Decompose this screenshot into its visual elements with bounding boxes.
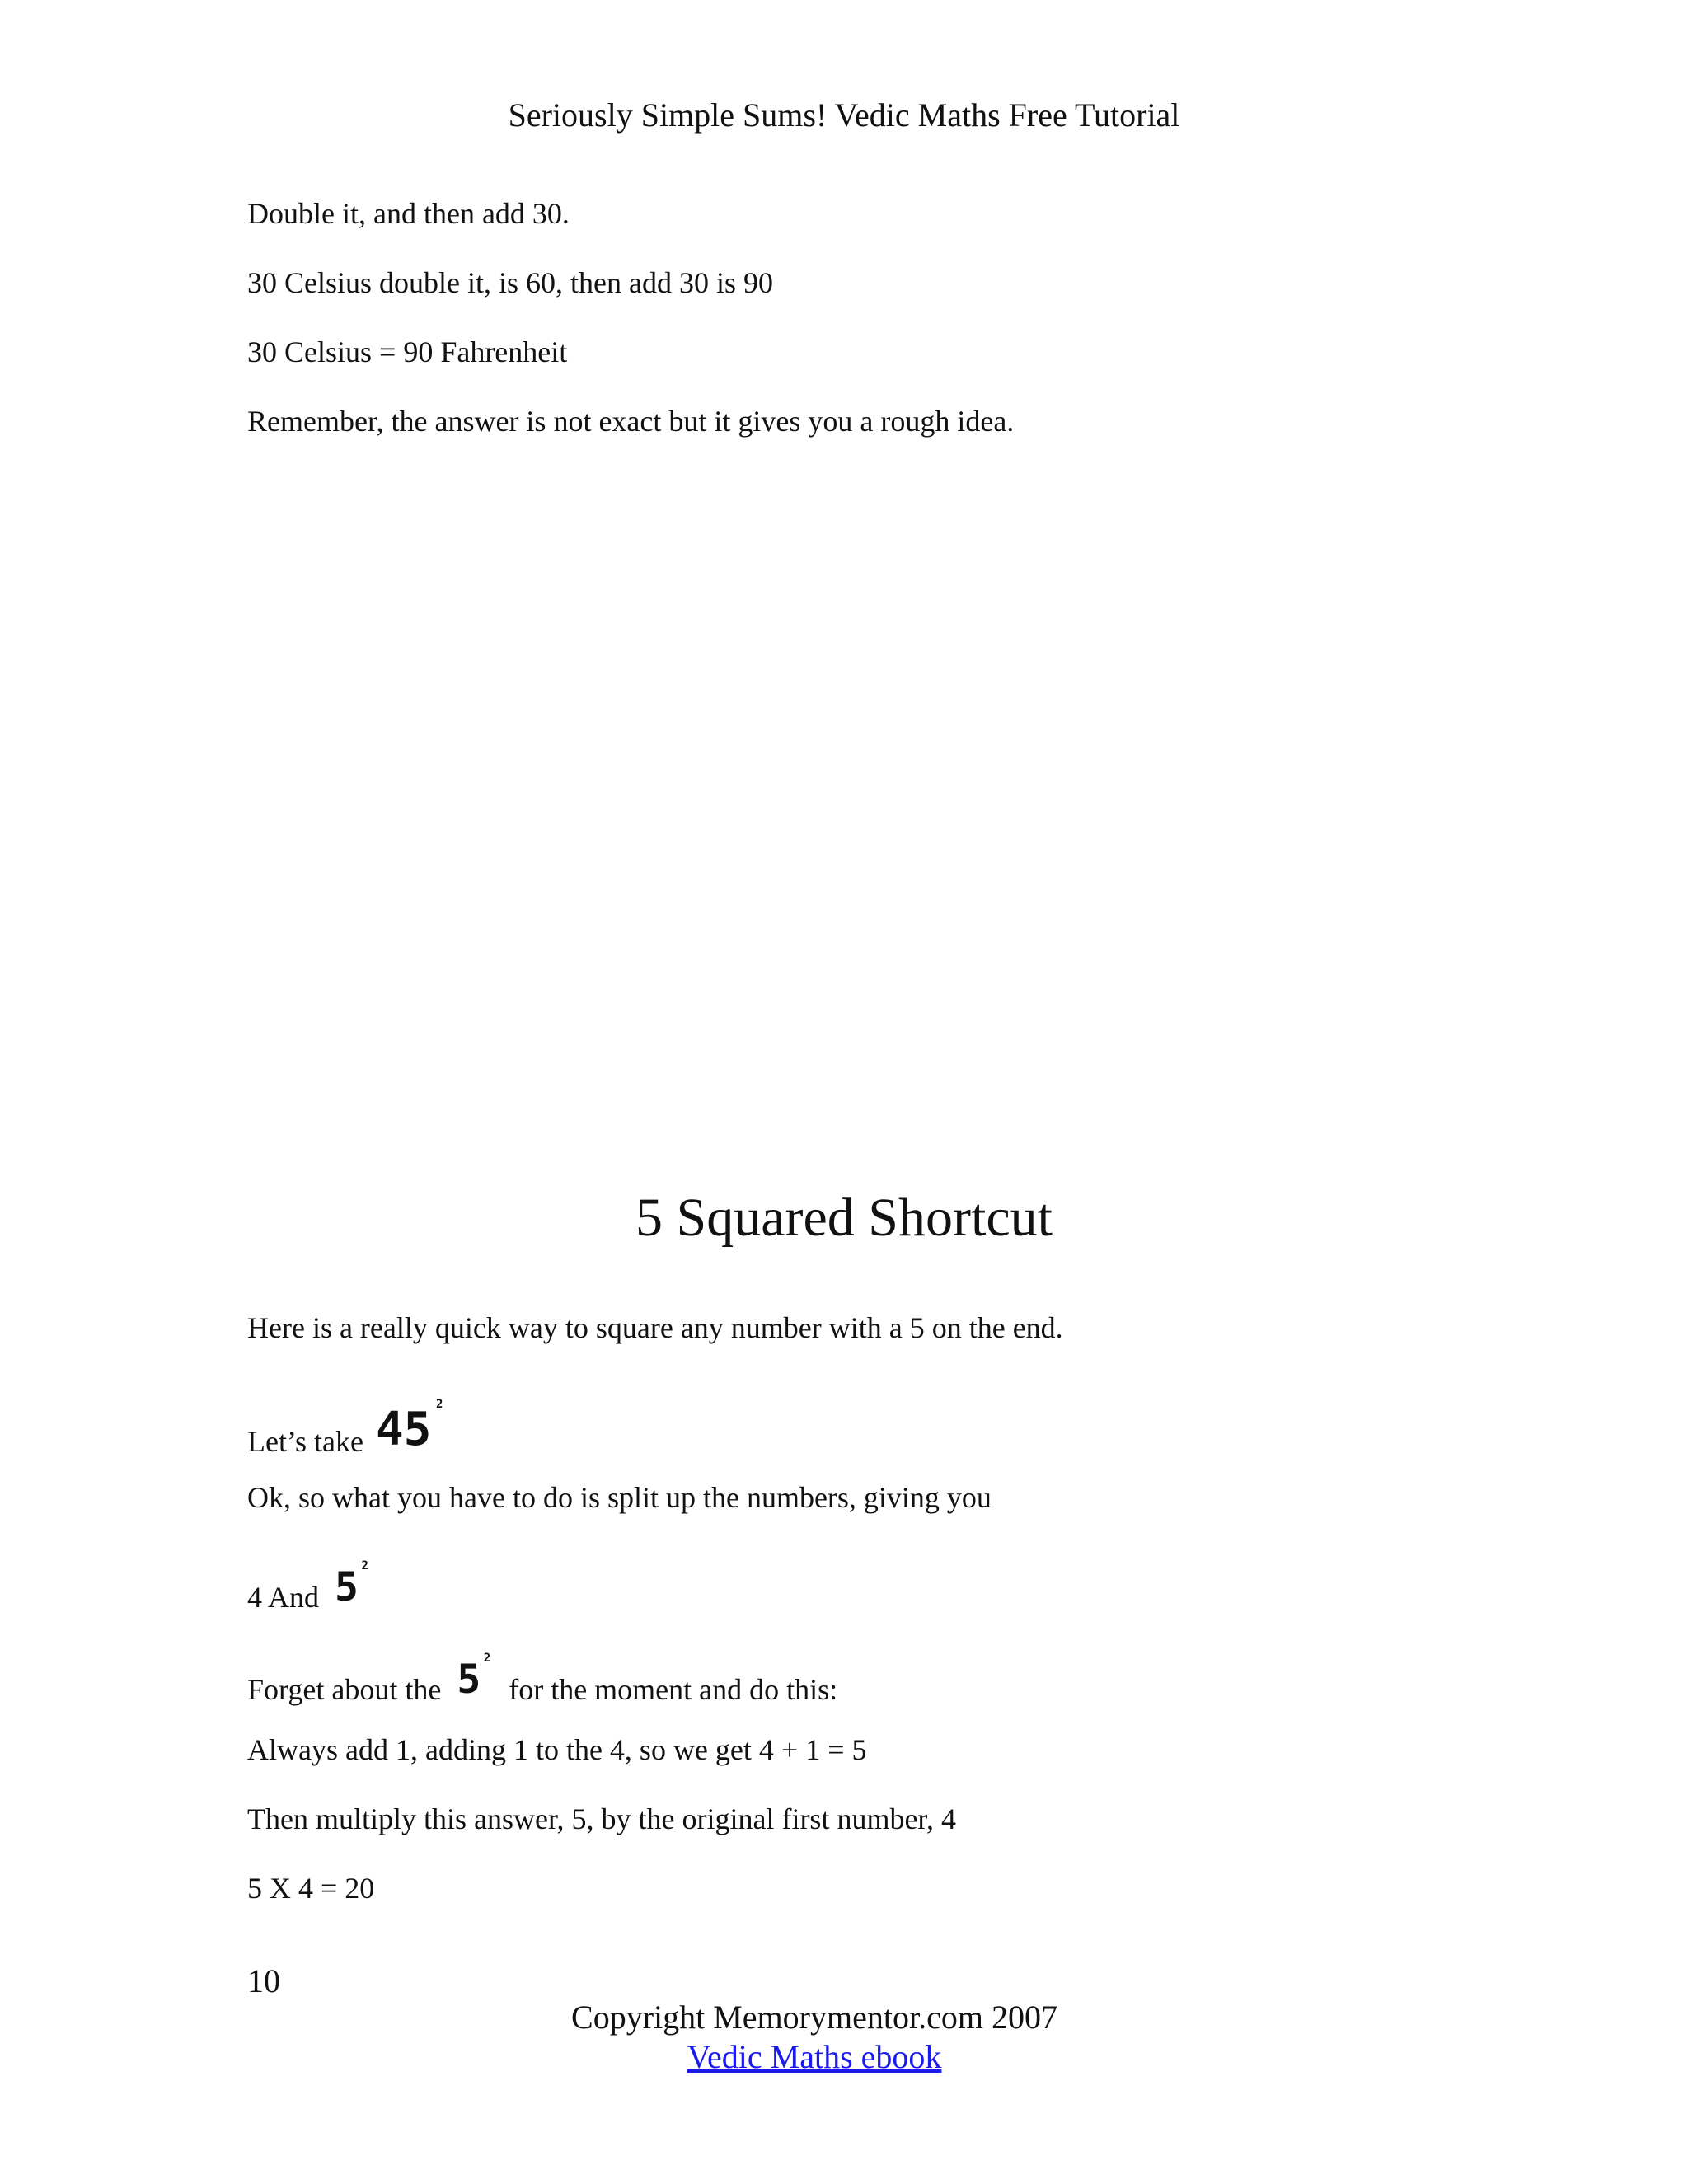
intro-line-celsius-example: 30 Celsius double it, is 60, then add 30 is 90 xyxy=(247,266,773,299)
vedic-maths-ebook-link[interactable]: Vedic Maths ebook xyxy=(687,2038,942,2075)
intro-line-double: Double it, and then add 30. xyxy=(247,197,570,230)
lets-take-line xyxy=(247,1398,443,1463)
four-and-text: 4 And xyxy=(247,1581,320,1614)
forty-five-exponent: 2 xyxy=(435,1398,443,1411)
intro-line-conversion-result: 30 Celsius = 90 Fahrenheit xyxy=(247,335,568,368)
footer-copyright: Copyright Memorymentor.com 2007 xyxy=(571,1999,1057,2036)
forget-suffix-text: for the moment and do this: xyxy=(509,1673,838,1706)
result-line: 5 X 4 = 20 xyxy=(247,1872,375,1905)
split-line: Ok, so what you have to do is split up the numbers, giving you xyxy=(247,1481,992,1514)
forty-five-squared xyxy=(375,1398,443,1456)
intro-line-remember: Remember, the answer is not exact but it gives you a rough idea. xyxy=(247,405,1015,438)
section-intro-line: Here is a really quick way to square any number with a 5 on the end. xyxy=(247,1311,1063,1344)
five-base-b: 5 xyxy=(457,1657,481,1703)
five-base-a: 5 xyxy=(335,1564,359,1610)
five-squared-a xyxy=(335,1559,368,1610)
multiply-line: Then multiply this answer, 5, by the original first number, 4 xyxy=(247,1802,956,1835)
section-heading: 5 Squared Shortcut xyxy=(635,1188,1053,1248)
forget-line xyxy=(247,1652,838,1709)
forty-five-base: 45 xyxy=(375,1403,432,1456)
five-squared-b xyxy=(457,1652,491,1703)
four-and-line xyxy=(247,1559,368,1617)
lets-take-text: Let’s take xyxy=(247,1425,363,1458)
five-exponent-b: 2 xyxy=(483,1652,491,1665)
five-exponent-a: 2 xyxy=(361,1559,368,1572)
add-one-line: Always add 1, adding 1 to the 4, so we get 4 + 1 = 5 xyxy=(247,1733,867,1766)
page-header-title: Seriously Simple Sums! Vedic Maths Free Tutorial xyxy=(508,96,1180,134)
forget-prefix-text: Forget about the xyxy=(247,1673,442,1706)
page-number: 10 xyxy=(247,1962,280,1999)
